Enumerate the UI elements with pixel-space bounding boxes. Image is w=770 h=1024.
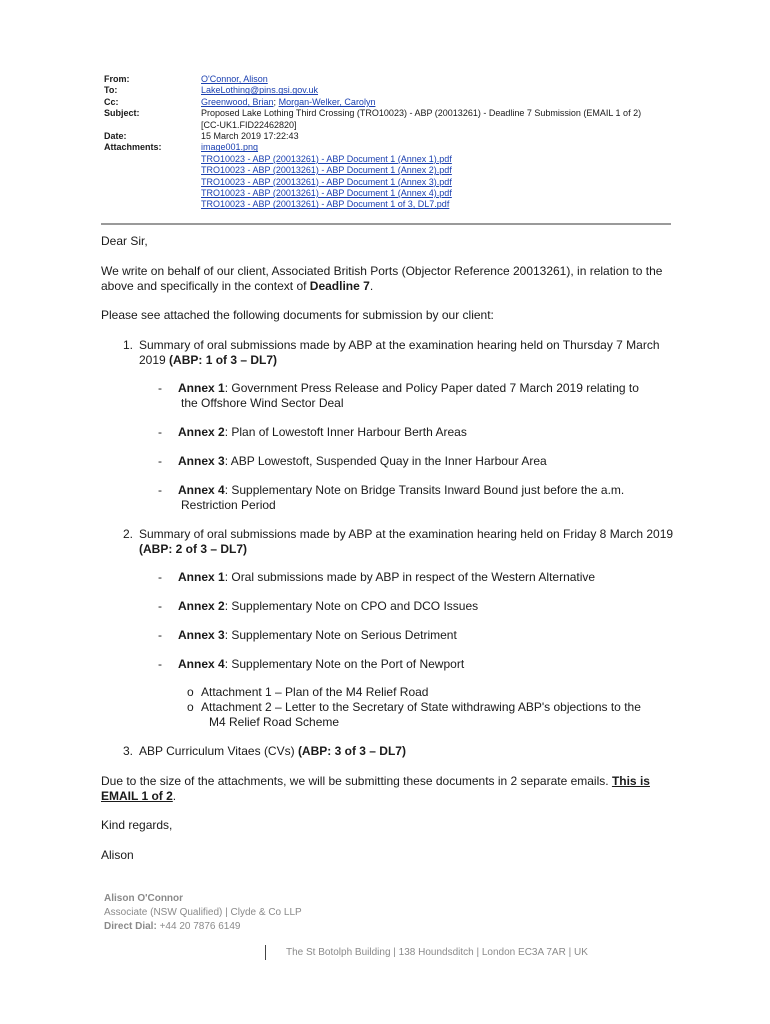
cc-label: Cc: [104, 96, 119, 107]
dash-mark: - [158, 570, 162, 584]
annex-item [158, 454, 681, 469]
address-footer [265, 944, 588, 960]
subject-ref: [CC-UK1.FID22462820] [201, 119, 297, 130]
circle-bullet-icon: o [187, 700, 194, 714]
item-ref: (ABP: 2 of 3 – DL7) [139, 542, 248, 556]
annex-text: : Oral submissions made by ABP in respect of the Western Alternative [224, 570, 596, 584]
signature-dial [104, 920, 302, 934]
annex-text: : Supplementary Note on the Port of Newport [224, 657, 465, 671]
intro-deadline: Deadline 7 [309, 279, 370, 293]
please-paragraph: Please see attached the following documents for submission by our client: [101, 308, 494, 322]
intro-end: . [369, 279, 374, 293]
dial-label: Direct Dial: [104, 921, 157, 932]
attachments-list [201, 142, 670, 210]
intro-text: We write on behalf of our client, Associated British Ports (Objector Reference 20013261), in relation to the above and specifically in the context of [101, 264, 663, 293]
attachment-link[interactable]: TRO10023 - ABP (20013261) - ABP Document 1 of 3, DL7.pdf [201, 199, 450, 210]
list-text [139, 338, 681, 368]
dash-mark: - [158, 454, 162, 468]
subject-label: Subject: [104, 108, 140, 119]
subject-row [104, 108, 670, 131]
email-header [104, 74, 670, 211]
annex-item [158, 425, 681, 440]
annex-text: : Supplementary Note on Bridge Transits Inward Bound just before the a.m. [224, 483, 625, 497]
sub-text: Attachment 1 – Plan of the M4 Relief Road [201, 685, 429, 699]
signature-name: Alison O'Connor [104, 893, 184, 904]
annex-item [158, 628, 681, 643]
annex-item [158, 570, 681, 585]
closing-email-count: This is EMAIL 1 of 2 [101, 774, 650, 803]
attachment-link[interactable]: TRO10023 - ABP (20013261) - ABP Document 1 (Annex 4).pdf [201, 188, 452, 199]
to-label: To: [104, 85, 118, 96]
dash-mark: - [158, 381, 162, 395]
attachment-link[interactable]: TRO10023 - ABP (20013261) - ABP Document 1 (Annex 1).pdf [201, 153, 452, 164]
annex-text: : Government Press Release and Policy Paper dated 7 March 2019 relating to [224, 381, 639, 395]
cc-separator: ; [273, 96, 277, 107]
signature-title: Associate (NSW Qualified) | Clyde & Co LLP [104, 907, 302, 918]
attachment-link[interactable]: image001.png [201, 142, 259, 153]
annex-text-cont: Restriction Period [181, 498, 276, 512]
annex-text: : ABP Lowestoft, Suspended Quay in the Inner Harbour Area [224, 454, 547, 468]
list-item [101, 338, 681, 368]
annex-label: Annex 2 [178, 599, 225, 613]
date-value: 15 March 2019 17:22:43 [201, 131, 299, 142]
attachment-link[interactable]: TRO10023 - ABP (20013261) - ABP Document 1 (Annex 3).pdf [201, 176, 452, 187]
regards: Kind regards, [101, 818, 173, 832]
sub-item [187, 685, 681, 700]
sub-text-cont: M4 Relief Road Scheme [209, 715, 340, 729]
header-divider [101, 223, 671, 225]
annex-text: : Supplementary Note on Serious Detriment [224, 628, 457, 642]
signoff: Alison [101, 848, 134, 862]
annex-text: : Plan of Lowestoft Inner Harbour Berth Areas [224, 425, 467, 439]
dial-number: +44 20 7876 6149 [159, 921, 241, 932]
from-label: From: [104, 74, 130, 84]
item-text: Summary of oral submissions made by ABP at the examination hearing held on Thursday 7 March 2019 [139, 338, 660, 367]
signature-block [104, 892, 302, 934]
from-row [104, 74, 670, 85]
annex-label: Annex 1 [178, 570, 225, 584]
list-text [139, 744, 681, 759]
cc-link[interactable]: Greenwood, Brian [201, 96, 274, 107]
from-link[interactable]: O'Connor, Alison [201, 74, 268, 84]
list-number: 2. [123, 527, 134, 541]
circle-bullet-icon: o [187, 685, 194, 699]
list-text [139, 527, 681, 557]
annex-text-cont: the Offshore Wind Sector Deal [181, 396, 344, 410]
item-ref: (ABP: 1 of 3 – DL7) [169, 353, 278, 367]
list-item [101, 744, 681, 759]
closing-text: Due to the size of the attachments, we will be submitting these documents in 2 separate emails. [101, 774, 612, 788]
dash-mark: - [158, 483, 162, 497]
closing-end: . [172, 789, 177, 803]
sub-item [187, 700, 681, 730]
annex-text: : Supplementary Note on CPO and DCO Issues [224, 599, 479, 613]
subject-text: Proposed Lake Lothing Third Crossing (TRO10023) - ABP (20013261) - Deadline 7 Submission (EMAIL 1 of 2) [201, 108, 642, 119]
annex-label: Annex 4 [178, 483, 225, 497]
to-row [104, 85, 670, 96]
annex-item [158, 657, 681, 672]
to-link[interactable]: LakeLothing@pins.gsi.gov.uk [201, 85, 319, 96]
footer-divider [265, 945, 266, 960]
attachments-label: Attachments: [104, 142, 162, 153]
intro-paragraph [101, 264, 681, 294]
cc-row [104, 97, 670, 108]
closing-paragraph [101, 774, 661, 804]
annex-item [158, 599, 681, 614]
annex-item [158, 483, 681, 513]
greeting: Dear Sir, [101, 234, 148, 248]
dash-mark: - [158, 425, 162, 439]
annex-label: Annex 3 [178, 628, 225, 642]
attachment-sublist [187, 685, 681, 730]
email-body [101, 234, 681, 863]
annex-label: Annex 3 [178, 454, 225, 468]
annex-label: Annex 1 [178, 381, 225, 395]
dash-mark: - [158, 657, 162, 671]
sub-text: Attachment 2 – Letter to the Secretary of State withdrawing ABP's objections to the [201, 700, 641, 714]
footer-address: The St Botolph Building | 138 Houndsditch | London EC3A 7AR | UK [286, 946, 588, 958]
list-item [101, 527, 681, 557]
list-number: 3. [123, 744, 134, 758]
annex-label: Annex 4 [178, 657, 225, 671]
dash-mark: - [158, 628, 162, 642]
item-text: Summary of oral submissions made by ABP at the examination hearing held on Friday 8 March 2019 [139, 527, 674, 541]
annex-item [158, 381, 681, 411]
item-ref: (ABP: 3 of 3 – DL7) [297, 744, 406, 758]
date-label: Date: [104, 131, 127, 142]
annex-label: Annex 2 [178, 425, 225, 439]
dash-mark: - [158, 599, 162, 613]
item-text: ABP Curriculum Vitaes (CVs) [139, 744, 298, 758]
attachments-row [104, 142, 670, 210]
attachment-link[interactable]: TRO10023 - ABP (20013261) - ABP Document 1 (Annex 2).pdf [201, 165, 452, 176]
annex-list [158, 570, 681, 672]
cc-link[interactable]: Morgan-Welker, Carolyn [278, 96, 376, 107]
list-number: 1. [123, 338, 134, 352]
date-row [104, 131, 670, 142]
annex-list [158, 381, 681, 513]
